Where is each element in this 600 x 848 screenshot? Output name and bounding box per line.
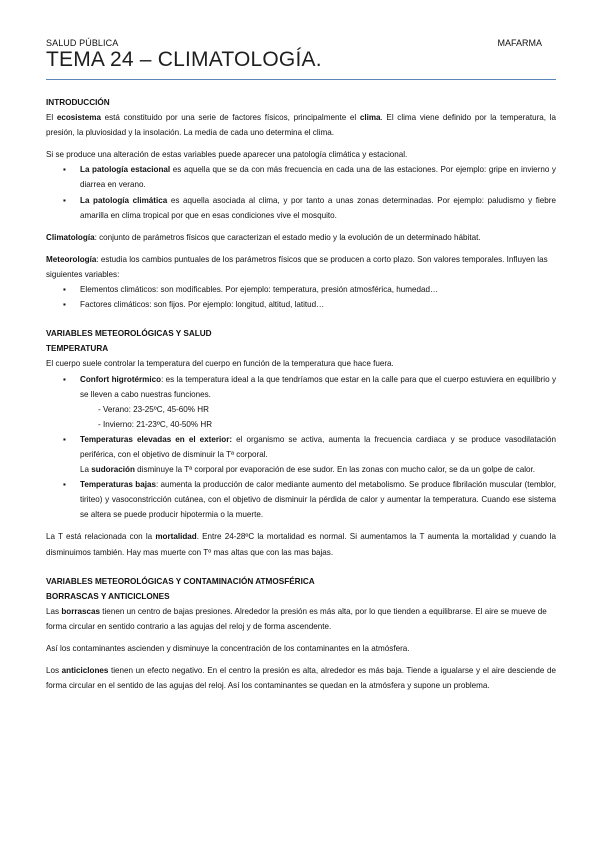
subsection-heading: BORRASCAS Y ANTICICLONES <box>46 591 170 601</box>
list-item: ▪ La patología estacional es aquella que se da con más frecuencia en cada una de las estaciones. Por ejemplo: gripe en invierno y diarrea en verano. <box>46 162 556 192</box>
document-body <box>46 95 556 693</box>
mortality-paragraph: La T está relacionada con la mortalidad. Entre 24-28ºC la mortalidad es normal. Si aumentamos la T aumenta la mortalidad y cuando la disminuimos también. Hay mas muerte con Tº mas altas que con las mas bajas. <box>46 532 556 557</box>
bullet-icon: ▪ <box>63 285 66 295</box>
climatology-definition: Climatología: conjunto de parámetros físicos que caracterizan el estado medio y la evolución de un determinado hábitat. <box>46 232 481 242</box>
subsection-heading: TEMPERATURA <box>46 344 109 354</box>
alteration-paragraph: Si se produce una alteración de estas variables puede aparecer una patología climática y estacional. <box>46 150 408 160</box>
section-heading: VARIABLES METEOROLÓGICAS Y SALUD <box>46 329 212 339</box>
temperature-list <box>46 372 556 402</box>
intro-paragraph: El ecosistema está constituido por una serie de factores físicos, principalmente el clima. El clima viene definido por la temperatura, la presión, la pluviosidad y la insolación. La media de cada uno determina el clima. <box>46 113 556 138</box>
bullet-icon: ▪ <box>63 195 66 205</box>
meteorology-definition: Meteorología: estudia los cambios puntuales de los parámetros físicos que se producen a corto plazo. Son valores temporales. Influyen las siguientes variables: <box>46 254 548 279</box>
contaminants-paragraph: Así los contaminantes ascienden y disminuye la concentración de los contaminantes en la atmósfera. <box>46 644 410 653</box>
anticiclones-paragraph: Los anticiclones tienen un efecto negativo. En el centro la presión es alta, alrededor es más baja. Tiende a igualarse y el aire desciende de forma circular en el sentido de las agujas del reloj. Así los contaminantes se quedan en la atmósfera y supone un problema. <box>46 666 556 691</box>
title-underline <box>46 79 556 80</box>
list-item: ▪ Confort higrotérmico: es la temperatura ideal a la que tendríamos que estar en la calle para que el cuerpo estuviera en equilibrio y se lleven a cabo nuestras funciones. <box>46 372 556 402</box>
list-item: ▪ Temperaturas elevadas en el exterior: el organismo se activa, aumenta la frecuencia cardiaca y se produce vasodilatación periférica, con el objetivo de disminuir la Tª corporal. <box>46 432 556 462</box>
list-item: ▪ Elementos climáticos: son modificables. Por ejemplo: temperatura, presión atmosférica, humedad… <box>46 282 556 297</box>
list-item: ▪ Factores climáticos: son fijos. Por ejemplo: longitud, altitud, latitud… <box>46 297 556 312</box>
borrascas-paragraph: Las borrascas tienen un centro de bajas presiones. Alrededor la presión es más alta, por lo que tienden a equilibrarse. El aire se mueve de forma circular en sentido contrario a las agujas del reloj y de forma ascendente. <box>46 606 547 631</box>
bullet-icon: ▪ <box>63 480 66 490</box>
temperature-intro: El cuerpo suele controlar la temperatura del cuerpo en función de la temperatura que hace fuera. <box>46 359 394 369</box>
sweating-paragraph: La sudoración disminuye la Tª corporal por evaporación de ese sudor. En las zonas con mucho calor, se da un golpe de calor. <box>80 465 536 475</box>
intro-heading: INTRODUCCIÓN <box>46 98 110 107</box>
section-heading: VARIABLES METEOROLÓGICAS Y CONTAMINACIÓN ATMOSFÉRICA <box>46 576 315 586</box>
bullet-icon: ▪ <box>63 165 66 175</box>
winter-range: - Invierno: 21-23ºC, 40-50% HR <box>98 419 213 429</box>
page-title: TEMA 24 – CLIMATOLOGÍA. <box>46 48 322 71</box>
list-item: ▪ La patología climática es aquella asociada al clima, y por tanto a unas zonas determinadas. Por ejemplo: paludismo y fiebre amarilla en clima tropical por que en esas condiciones vive el mosquito. <box>46 193 556 223</box>
header-subject: SALUD PÚBLICA <box>46 38 119 48</box>
summer-range: - Verano: 23-25ºC, 45-60% HR <box>98 404 209 414</box>
pathology-list <box>46 162 556 222</box>
bullet-icon: ▪ <box>63 374 66 384</box>
list-item: ▪ Temperaturas bajas: aumenta la producción de calor mediante aumento del metabolismo. Se produce fibrilación muscular (temblor, tiriteo) y vasoconstricción cutánea, con el objetivo de disminuir la pérdida de calor y aumentar la temperatura. Cuando ese sistema se altera se puede producir hipotermia o la muerte. <box>46 477 556 522</box>
bullet-icon: ▪ <box>63 300 66 310</box>
header-author: MAFARMA <box>497 38 542 48</box>
bullet-icon: ▪ <box>63 434 66 444</box>
meteorology-list <box>46 282 556 312</box>
